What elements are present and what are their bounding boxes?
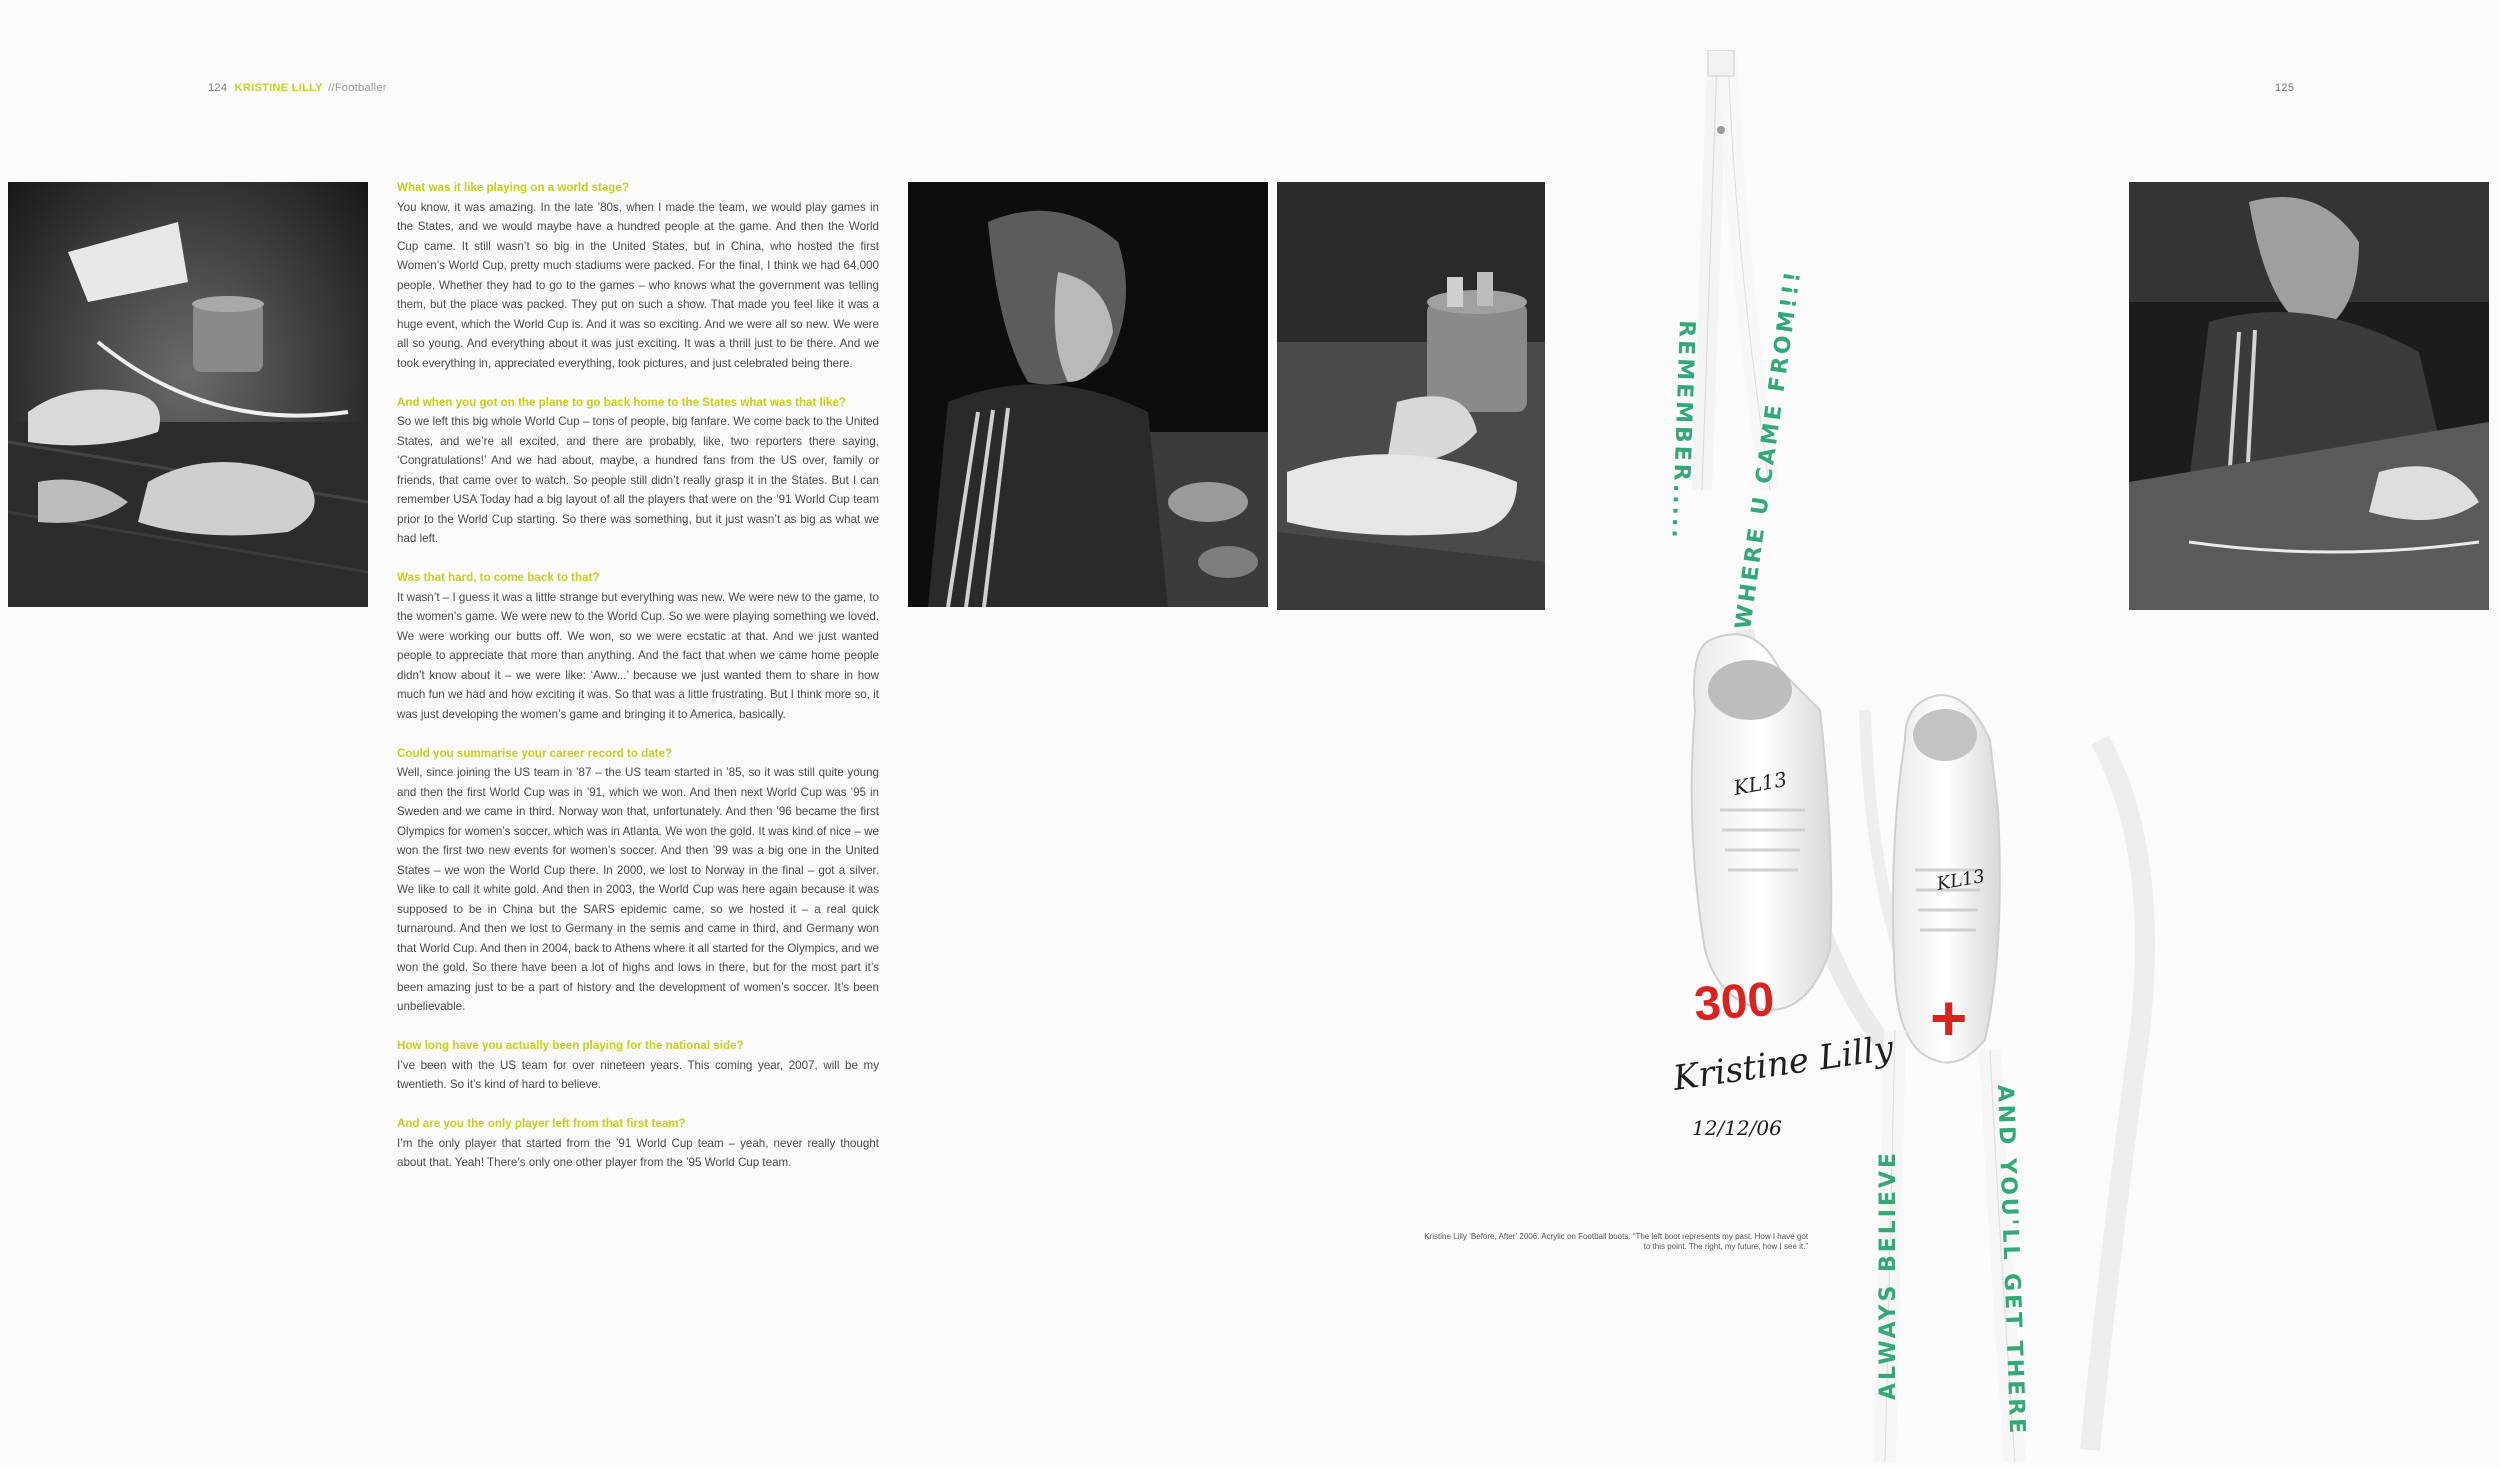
signature-date: 12/12/06 bbox=[1692, 1116, 1782, 1140]
qa-block bbox=[397, 393, 879, 549]
athlete-name: KRISTINE LILLY bbox=[234, 82, 323, 94]
section-label: //Footballer bbox=[328, 82, 387, 94]
artwork-caption bbox=[1360, 1232, 1808, 1252]
artist-signature: Kristine Lilly bbox=[1670, 1028, 1896, 1099]
left-boot-autograph: KL13 bbox=[1731, 766, 1789, 800]
interview-question: Could you summarise your career record to date? bbox=[397, 746, 673, 760]
lace-text-where-u-came-from: WHERE U CAME FROM!!! bbox=[1731, 267, 1807, 631]
right-page-number: 125 bbox=[2275, 82, 2295, 94]
lace-text-always-believe: ALWAYS BELIEVE bbox=[1876, 1149, 1901, 1400]
interview-answer: Well, since joining the US team in ’87 – the US team started in ’85, so it was still quite young and then the first World Cup was in ’91, which we won. And then next World Cup was ’95 in Sweden and we came in third. Norway won that, unfortunately. And then ’96 became the first Olympics for women’s soccer, which was in Atlanta. We won the gold. It was kind of nice – we won the first two new events for women’s soccer. And then ’99 was a big one in the United States – we won the World Cup there. In 2000, we lost to Norway in the final – got a silver. We like to call it white gold. And then in 2003, the World Cup was here again because it was supposed to be in China but the SARS epidemic came, so we hosted it – a real quick turnaround. And then we lost to Germany in the semis and came in third, and Germany won that World Cup. And then in 2004, back to Athens where it all started for the Olympics, and we won the gold. So there have been a lot of highs and lows in there, but for the most part it’s been amazing just to be a part of history and the development of women’s soccer. It’s been unbelievable. bbox=[397, 766, 879, 1013]
photo-athlete-profile bbox=[908, 182, 1268, 607]
interview-question: Was that hard, to come back to that? bbox=[397, 571, 600, 584]
qa-block bbox=[397, 178, 879, 373]
photo-boots-and-paint bbox=[1277, 182, 1545, 610]
qa-block bbox=[397, 1036, 879, 1095]
photo-boots-on-table bbox=[8, 182, 368, 607]
lace-text-remember: REMEMBER..... bbox=[1666, 319, 1699, 542]
left-page-number: 124 bbox=[208, 82, 228, 94]
qa-block bbox=[397, 1114, 879, 1173]
right-boot-autograph: KL13 bbox=[1935, 865, 1987, 895]
interview-answer: You know, it was amazing. In the late ’80s, when I made the team, we would play games in the States, and we would maybe have a hundred people at the game. And then the World Cup came. It still wasn’t so big in the United States, but in China, who hosted the first Women’s World Cup, pretty much stadiums were packed. For the final, I think we had 64,000 people. Whether they had to go to the games – who knows what the government was telling them, but the place was packed. They put on such a show. That made you feel like it was a huge event, which the World Cup is. And it was so exciting. And we were all so new. We were all so young. And everything about it was just exciting. It was a thrill just to be there. And we took everything in, appreciated everything, took pictures, and just celebrated being there. bbox=[397, 200, 879, 370]
left-boot-number: 300 bbox=[1692, 972, 1777, 1032]
qa-block bbox=[397, 568, 879, 724]
lace-text-and-youll-get-there: AND YOU'LL GET THERE bbox=[1992, 1084, 2030, 1437]
left-page-folio bbox=[208, 82, 387, 94]
interview-question: How long have you actually been playing for the national side? bbox=[397, 1039, 744, 1052]
interview-question: What was it like playing on a world stage? bbox=[397, 181, 629, 194]
caption-line-2: to this point. The right, my future, how I see it.” bbox=[1643, 1242, 1808, 1251]
interview-column bbox=[397, 178, 879, 1192]
interview-answer: I’m the only player that started from the ’91 World Cup team – yeah, never really thought about that. Yeah! There’s only one other player from the ’95 World Cup team. bbox=[397, 1136, 879, 1169]
interview-question: And when you got on the plane to go back home to the States what was that like? bbox=[397, 395, 846, 409]
qa-block bbox=[397, 744, 879, 1017]
caption-line-1: Kristine Lilly ‘Before, After’ 2006. Acrylic on Football boots. “The left boot represents my past. How I have got bbox=[1424, 1232, 1808, 1241]
interview-answer: I’ve been with the US team for over nineteen years. This coming year, 2007, will be my twentieth. So it’s kind of hard to believe. bbox=[397, 1058, 879, 1091]
interview-answer: It wasn’t – I guess it was a little strange but everything was new. We were new to the game, to the women’s game. We were new to the World Cup. So we were playing something we loved. We were working our butts off. We won, so we were ecstatic at that. And we just wanted people to appreciate that more than anything. And the fact that when we came home people didn’t know about it – we were like: ‘Aww...’ because we just wanted them to share in how much fun we had and how exciting it was. So that was a little frustrating. But I think more so, it was just developing the women’s game and bringing it to America, basically. bbox=[397, 590, 879, 721]
interview-answer: So we left this big whole World Cup – tons of people, big fanfare. We come back to the United States, and we’re all excited, and there are probably, like, two reporters there saying, ‘Congratulations!’ And we had about, maybe, a hundred fans from the US over, family or friends, that came over to watch. So people still didn’t really grasp it in the States. But I can remember USA Today had a big layout of all the players that were on the ’91 World Cup team prior to the World Cup starting. So there was something, but it just wasn’t as big as what we had left. bbox=[397, 415, 879, 545]
right-boot-mark: + bbox=[1930, 982, 1968, 1054]
interview-question: And are you the only player left from that first team? bbox=[397, 1117, 686, 1130]
